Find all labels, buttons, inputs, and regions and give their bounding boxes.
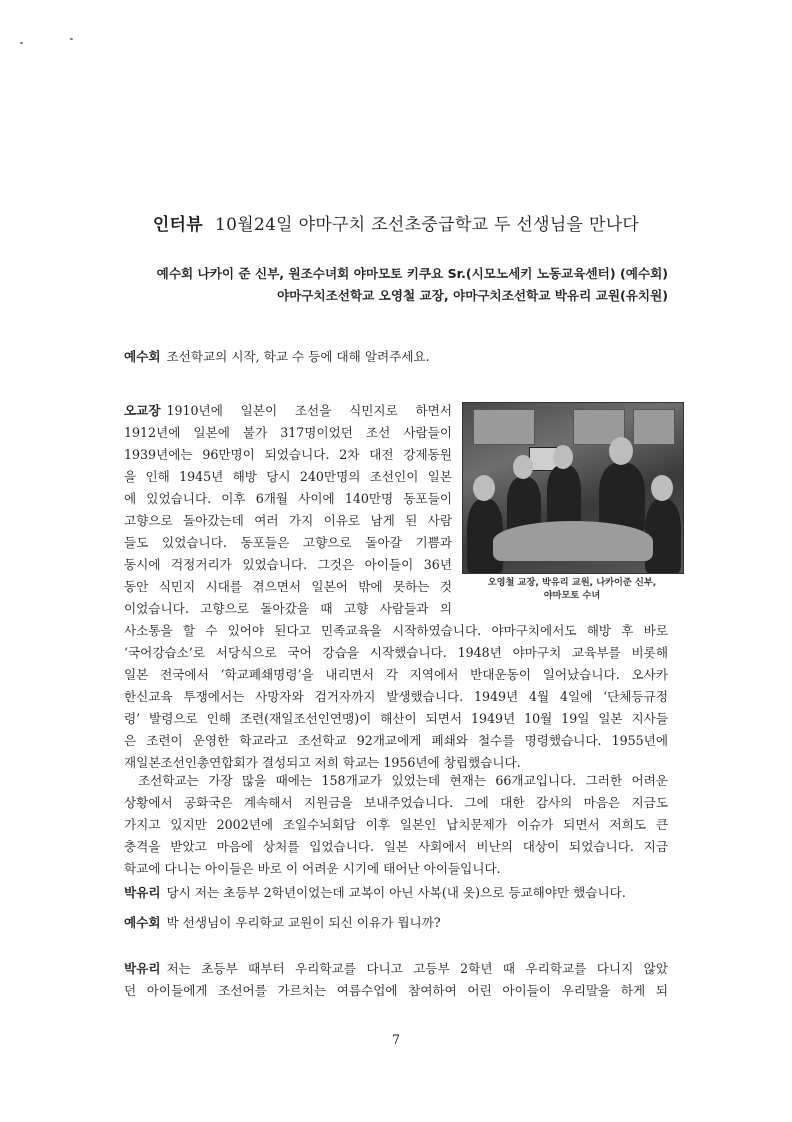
paragraph-line: 들도 있었습니다. 동포들은 고향으로 돌아갈 기쁨과 [124,535,452,550]
paragraph-line: 일본 전국에서 ‘학교폐쇄명령’을 내리면서 각 지역에서 반대운동이 일어났습니다. 오사카 [124,667,668,682]
paragraph-line: 령’ 발령으로 인해 조련(재일조선인연맹)이 해산이 되면서 1949년 10월 19일 일본 지사들 [124,711,668,726]
paragraph-line: 조선학교는 가장 많을 때에는 158개교가 있었는데 현재는 66개교입니다. 그러한 어려운 [138,773,668,788]
paragraph-line: 충격을 받았고 마음에 상처를 입었습니다. 일본 사회에서 비난의 대상이 되었습니다. 지금 [124,839,668,854]
paragraph-line: 박 선생님이 우리학교 교원이 되신 이유가 뭡니까? [166,915,441,930]
paragraph-line: ‘국어강습소’로 서당식으로 국어 강습을 시작했습니다. 1948년 야마구치 교육부를 비롯해 [124,645,668,660]
paragraph-line: 사소통을 할 수 있어야 된다고 민족교육을 시작하였습니다. 야마구치에서도 해방 후 바로 [124,623,668,638]
title-tag: 인터뷰 [152,215,203,235]
scan-speck [20,42,23,44]
paragraph-line: 은 조련이 운영한 학교라고 조선학교 92개교에게 폐쇄와 철수를 명령했습니다. 1955년에 [124,733,668,748]
question-1 [124,346,668,368]
title-main: 10월24일 야마구치 조선초중급학교 두 선생님을 만나다 [215,215,640,235]
paragraph-line: 재일본조선인총연합회가 결성되고 저희 학교는 1956년에 창립했습니다. [124,755,521,770]
answer-3 [124,958,668,1002]
paragraph-line: 동안 식민지 시대를 겪으면서 일본어 밖에 못하는 것 [124,579,452,594]
answer-2 [124,882,668,904]
photo-caption [460,576,684,602]
paragraph-line: 이었습니다. 고향으로 돌아갔을 때 고향 사람들과 의 [124,601,452,616]
speaker-label: 예수회 [124,915,161,930]
answer-1-second [124,770,668,880]
paragraph-line: 고향으로 돌아갔는데 여러 가지 이유로 남게 된 사람 [124,513,452,528]
answer-1-wide [124,620,668,774]
paragraph-line: 동시에 걱정거리가 있었습니다. 그것은 아이들이 36년 [124,557,452,572]
paragraph-line: 던 아이들에게 조선어를 가르치는 여름수업에 참여하여 어린 아이들이 우리말을 하게 되 [124,983,668,998]
paragraph-line: 1912년에 일본에 불가 317명이었던 조선 사람들이 [124,425,452,440]
paragraph-line: 학교에 다니는 아이들은 바로 이 어려운 시기에 태어난 아이들입니다. [124,861,501,876]
paragraph-line: 1939년에는 96만명이 되었습니다. 2차 대전 강제동원 [124,447,452,462]
speaker-label: 박유리 [124,885,161,900]
caption-line: 야마모토 수녀 [543,590,601,601]
paragraph-line: 조선학교의 시작, 학교 수 등에 대해 알려주세요. [166,349,430,364]
participants-line: 야마구치조선학교 오영철 교장, 야마구치조선학교 박유리 교원(유치원) [276,288,668,303]
speaker-label: 박유리 [124,961,161,976]
speaker-label: 오교장 [124,403,161,418]
participants-line: 예수회 나카이 준 신부, 원조수녀회 야마모토 키쿠요 Sr.(시모노세키 노동교육센터) (예수회) [156,266,668,281]
participants-block [108,263,668,307]
caption-line: 오영철 교장, 박유리 교원, 나카이준 신부, [487,577,657,588]
paragraph-line: 1910년에 일본이 조선을 식민지로 하면서 [166,403,452,418]
paragraph-line: 저는 초등부 때부터 우리학교를 다니고 고등부 2학년 때 우리학교를 다니지 않았 [166,961,668,976]
page-number: 7 [391,1032,400,1047]
speaker-label: 예수회 [124,349,161,364]
paragraph-line: 상황에서 공화국은 계속해서 지원금을 보내주었습니다. 그에 대한 감사의 마음은 지금도 [124,795,668,810]
paragraph-line: 한신교육 투쟁에서는 사망자와 검거자까지 발생했습니다. 1949년 4월 4일에 ‘단체등규정 [124,689,668,704]
paragraph-line: 가지고 있지만 2002년에 조일수뇌회담 이후 일본인 납치문제가 이슈가 되면서 저희도 큰 [124,817,668,832]
table-shape [493,521,653,561]
paragraph-line: 에 있었습니다. 이후 6개월 사이에 140만명 동포들이 [124,491,452,506]
paragraph-line: 당시 저는 초등부 2학년이었는데 교복이 아닌 사복(내 옷)으로 등교해야만 했습니다. [166,885,626,900]
page-title [0,210,792,235]
paragraph-line: 을 인해 1945년 해방 당시 240만명의 조선인이 일본 [124,469,452,484]
answer-1-narrow [124,400,452,620]
scan-speck [70,38,73,40]
question-2 [124,912,668,934]
interview-photo [462,402,684,574]
